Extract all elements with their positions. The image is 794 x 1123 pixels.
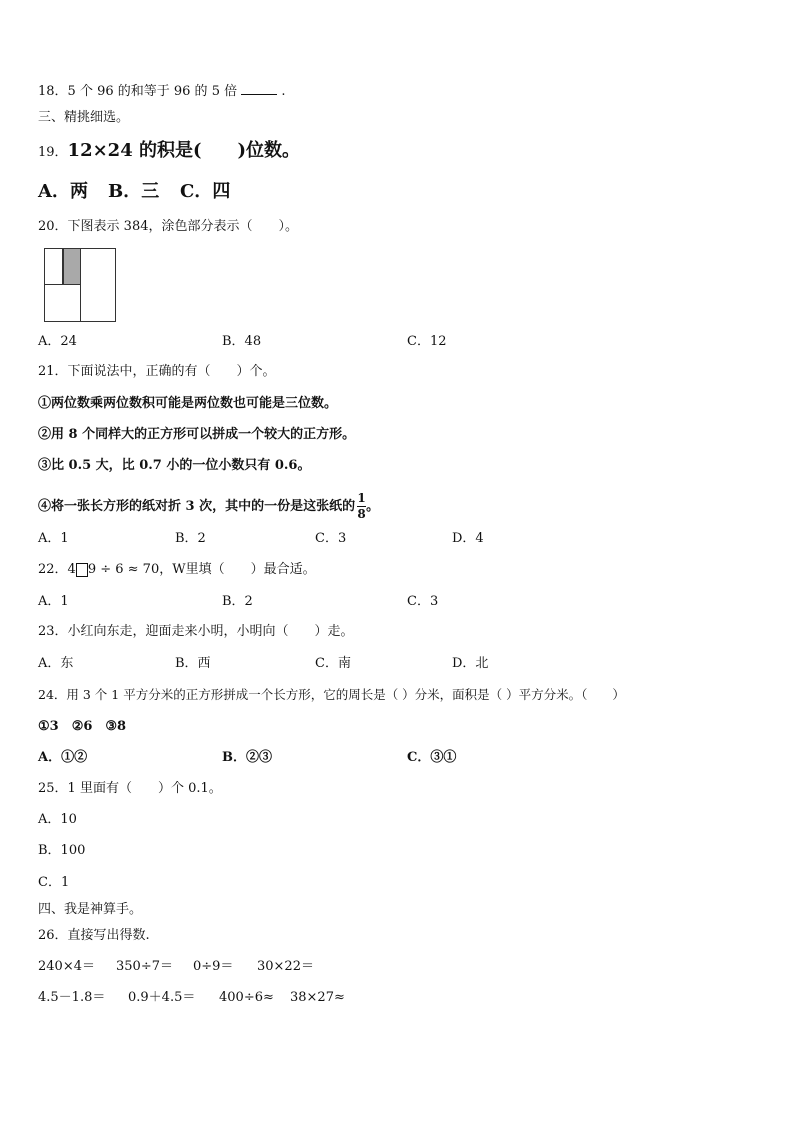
q21-option-c[interactable]: C．3 (315, 531, 347, 546)
shaded-part (63, 249, 80, 284)
calc-item: 350÷7＝ (116, 959, 173, 974)
q19-option-b[interactable]: B．三 (108, 181, 160, 202)
q21-statement-2: ②用 8 个同样大的正方形可以拼成一个较大的正方形。 (38, 427, 356, 442)
q22-option-b[interactable]: B．2 (222, 594, 253, 609)
calc-item: 0÷9＝ (193, 959, 234, 974)
q19-option-a[interactable]: A．两 (38, 181, 88, 202)
q22-option-c[interactable]: C．3 (407, 594, 439, 609)
question-18-end: . (281, 84, 286, 99)
calc-item: 4.5－1.8＝ (38, 990, 106, 1005)
q21-option-b[interactable]: B．2 (175, 531, 206, 546)
q21-statement-4: ④将一张长方形的纸对折 3 次，其中的一份是这张纸的 $\frac{1}{8}$ 。 (38, 491, 380, 521)
q25-option-a[interactable]: A．10 (38, 812, 77, 827)
q24-choices: ①3 ②6 ③8 (38, 719, 127, 734)
calc-item: 38×27≈ (290, 990, 345, 1005)
question-22: 22．4 9 ÷ 6 ≈ 70，W里填（ ）最合适。 (38, 562, 316, 577)
question-18-text: 18．5 个 96 的和等于 96 的 5 倍 (38, 84, 238, 99)
q23-option-a[interactable]: A．东 (38, 656, 74, 671)
q19-option-c[interactable]: C．四 (180, 181, 231, 202)
section-3-title: 三、精挑细选。 (38, 110, 130, 125)
q20-option-a[interactable]: A．24 (38, 334, 77, 349)
calc-item: 0.9＋4.5＝ (128, 990, 196, 1005)
q23-option-d[interactable]: D．北 (452, 656, 489, 671)
q22-option-a[interactable]: A．1 (38, 594, 69, 609)
question-20-text: 20．下图表示 384，涂色部分表示（ ）。 (38, 219, 298, 234)
q23-option-c[interactable]: C．南 (315, 656, 351, 671)
q24-option-b[interactable]: B．②③ (222, 750, 272, 765)
question-24-text: 24．用 3 个 1 平方分米的正方形拼成一个长方形，它的周长是（ ）分米，面积是（ ）平方分米。（ ） (38, 687, 625, 702)
question-23-text: 23．小红向东走，迎面走来小明，小明向（ ）走。 (38, 624, 354, 639)
question-21-text: 21．下面说法中，正确的有（ ）个。 (38, 364, 276, 379)
calc-item: 240×4＝ (38, 959, 95, 974)
q21-statement-3: ③比 0.5 大，比 0.7 小的一位小数只有 0.6。 (38, 458, 311, 473)
question-19-number: 19． (38, 145, 68, 160)
q25-option-c[interactable]: C．1 (38, 875, 70, 890)
q25-option-b[interactable]: B．100 (38, 843, 86, 858)
digit-box[interactable] (76, 563, 88, 577)
shaded-rectangle-figure (44, 248, 116, 322)
q21-option-a[interactable]: A．1 (38, 531, 69, 546)
calc-item: 30×22＝ (257, 959, 314, 974)
q20-option-c[interactable]: C．12 (407, 334, 447, 349)
answer-blank[interactable] (241, 83, 277, 95)
question-18 (38, 83, 286, 100)
q24-option-c[interactable]: C．③① (407, 750, 457, 765)
question-26-text: 26．直接写出得数. (38, 928, 150, 943)
question-25-text: 25．1 里面有（ ）个 0.1。 (38, 781, 222, 796)
section-4-title: 四、我是神算手。 (38, 902, 143, 917)
q21-statement-1: ①两位数乘两位数积可能是两位数也可能是三位数。 (38, 396, 338, 411)
question-19 (38, 140, 300, 162)
q24-option-a[interactable]: A．①② (38, 750, 88, 765)
q21-option-d[interactable]: D．4 (452, 531, 484, 546)
question-19-text: 12×24 的积是( )位数。 (67, 140, 301, 161)
q23-option-b[interactable]: B．西 (175, 656, 211, 671)
calc-item: 400÷6≈ (219, 990, 274, 1005)
q20-option-b[interactable]: B．48 (222, 334, 262, 349)
fraction-one-eighth: $\frac{1}{8}$ (357, 491, 366, 521)
